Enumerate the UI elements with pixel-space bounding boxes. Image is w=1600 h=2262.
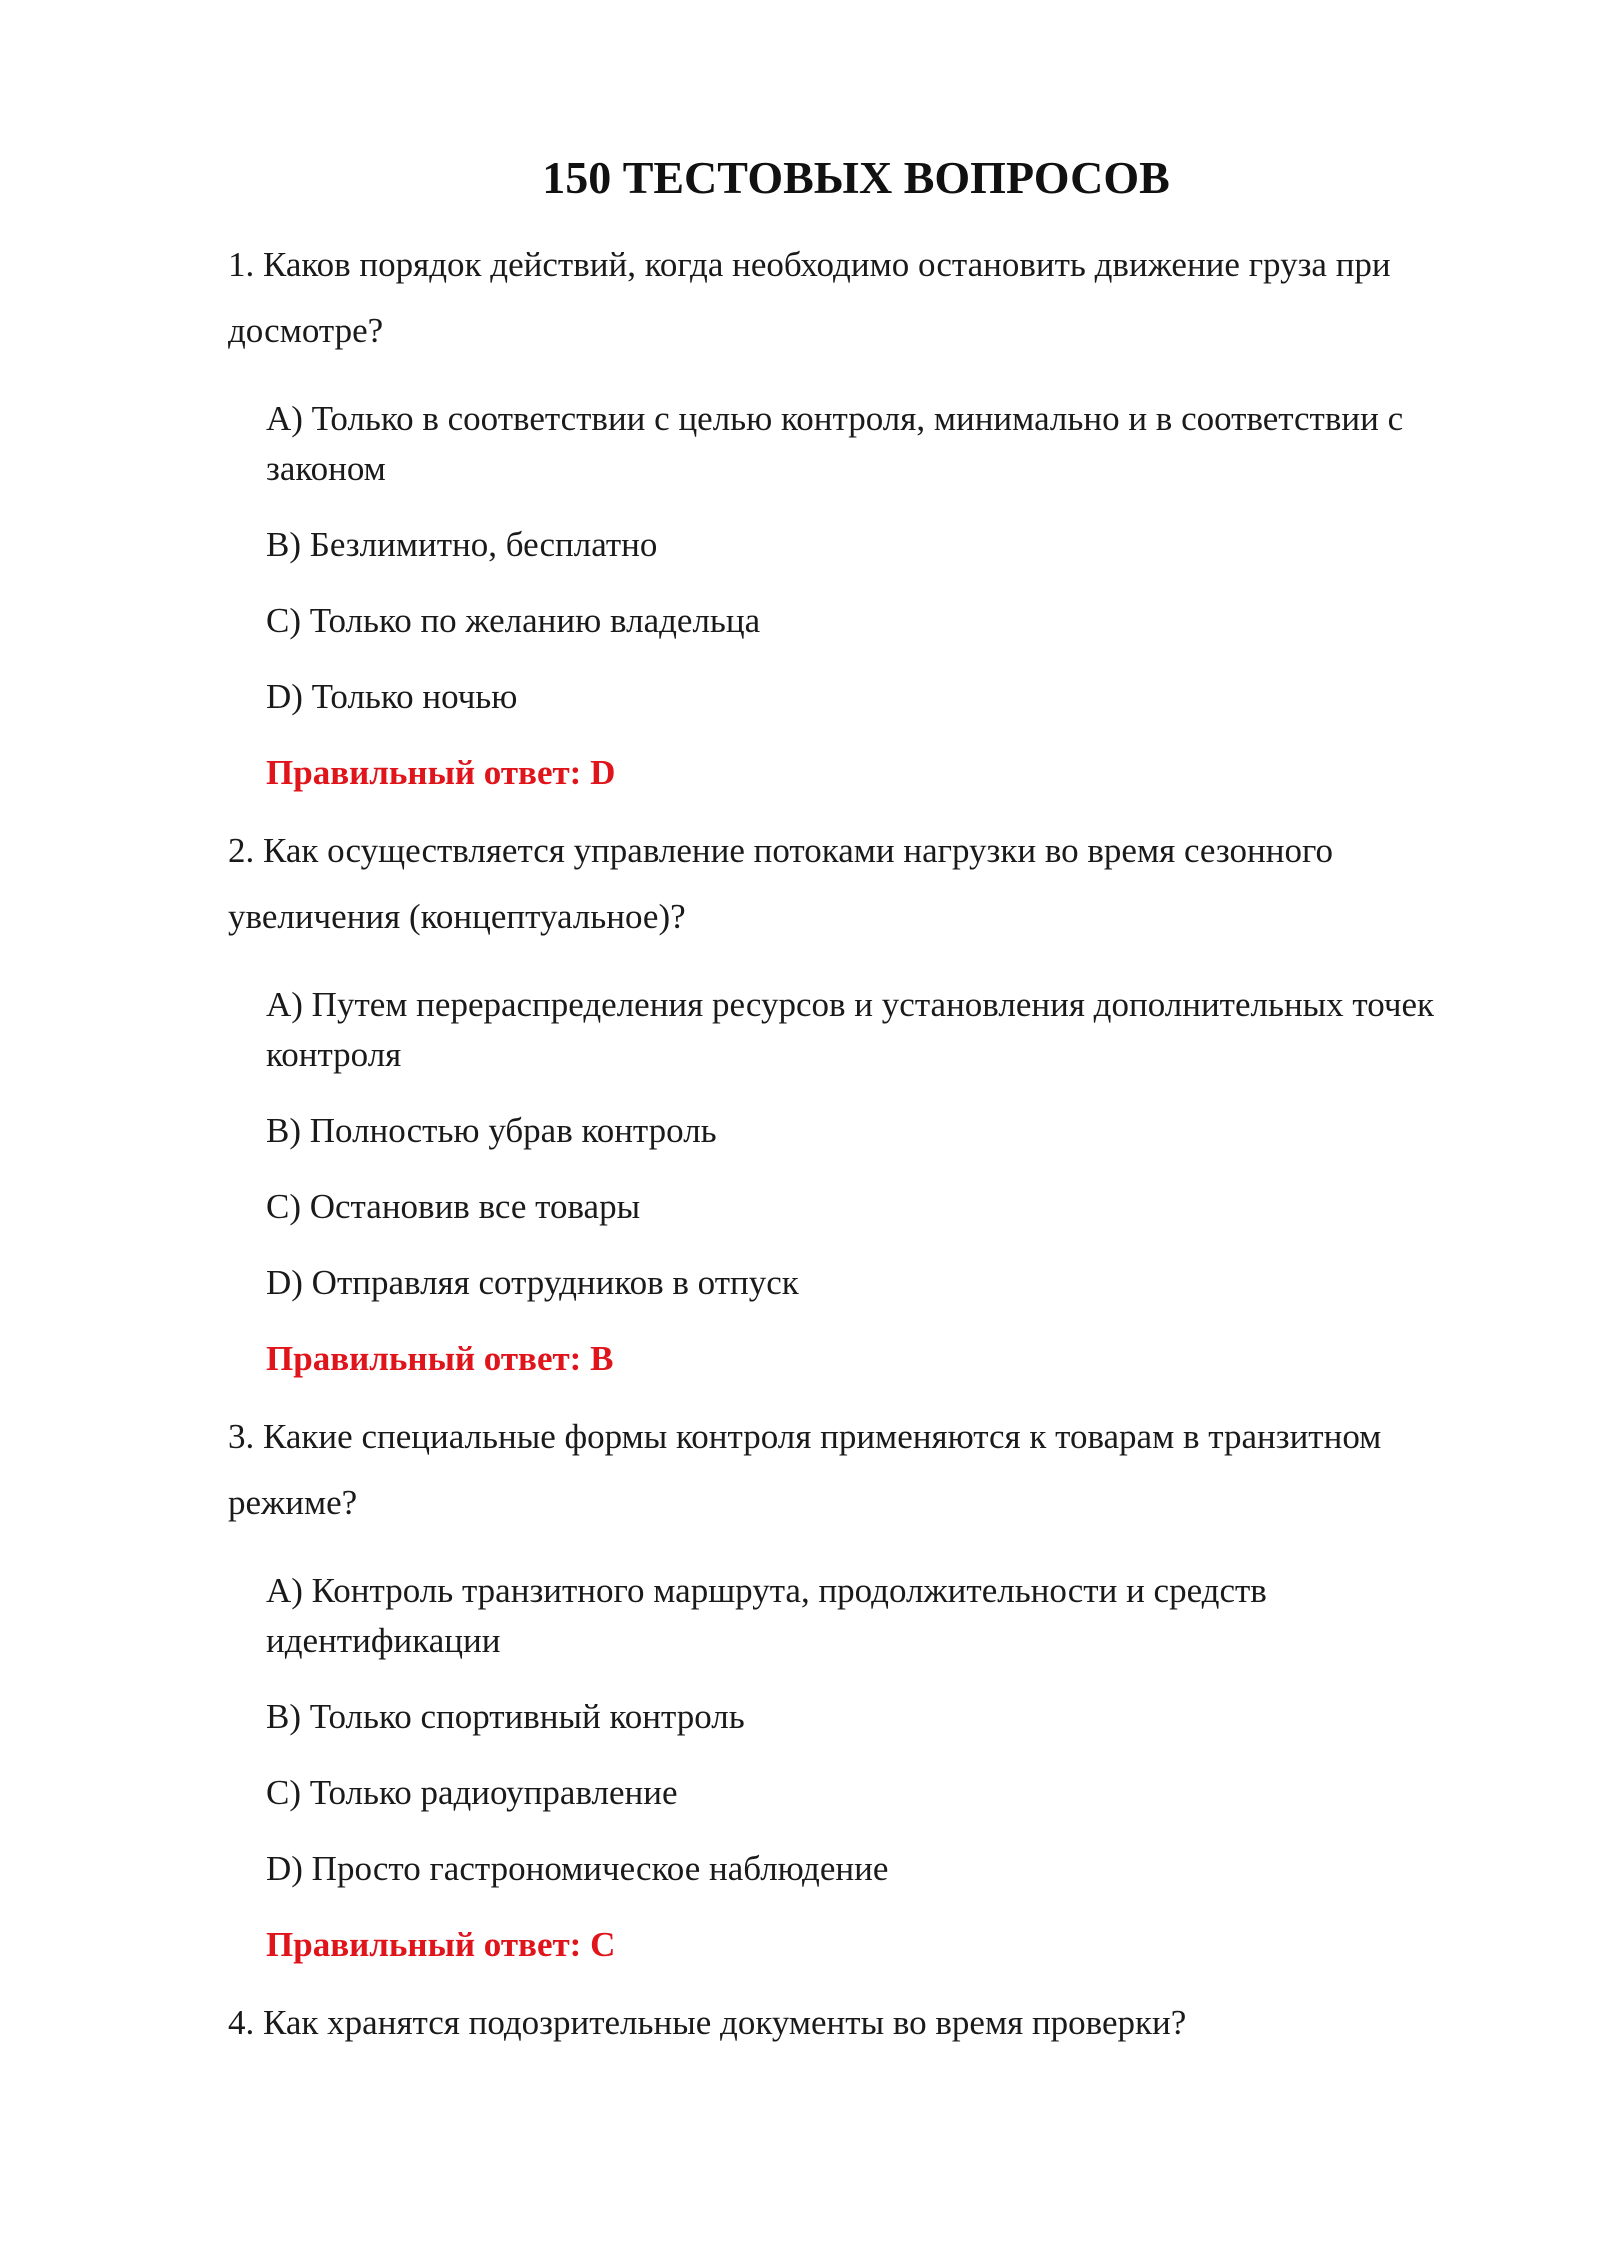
question-text: 1. Каков порядок действий, когда необходимо остановить движение груза при досмотре? bbox=[228, 245, 1391, 350]
option-a: A) Путем перераспределения ресурсов и установления дополнительных точек контроля bbox=[266, 985, 1435, 1074]
question-text: 4. Как хранятся подозрительные документы во время проверки? bbox=[228, 2003, 1187, 2042]
option-b: B) Безлимитно, бесплатно bbox=[266, 525, 658, 564]
option-b: B) Полностью убрав контроль bbox=[266, 1111, 717, 1150]
question-text: 2. Как осуществляется управление потоками нагрузки во время сезонного увеличения (концептуальное)? bbox=[228, 831, 1333, 936]
question-text: 3. Какие специальные формы контроля применяются к товарам в транзитном режиме? bbox=[228, 1417, 1382, 1522]
option-b: B) Только спортивный контроль bbox=[266, 1697, 745, 1736]
option-c: C) Только радиоуправление bbox=[266, 1773, 678, 1812]
option-d: D) Отправляя сотрудников в отпуск bbox=[266, 1263, 799, 1302]
option-c: C) Остановив все товары bbox=[266, 1187, 641, 1226]
correct-answer: Правильный ответ: C bbox=[266, 1925, 616, 1964]
page-title: 150 ТЕСТОВЫХ ВОПРОСОВ bbox=[542, 152, 1170, 203]
correct-answer: Правильный ответ: B bbox=[266, 1339, 614, 1378]
option-d: D) Только ночью bbox=[266, 677, 518, 716]
option-a: A) Контроль транзитного маршрута, продолжительности и средств идентификации bbox=[266, 1571, 1267, 1660]
option-a: A) Только в соответствии с целью контроля, минимально и в соответствии с законом bbox=[266, 399, 1404, 488]
option-c: C) Только по желанию владельца bbox=[266, 601, 761, 640]
correct-answer: Правильный ответ: D bbox=[266, 753, 616, 792]
option-d: D) Просто гастрономическое наблюдение bbox=[266, 1849, 889, 1888]
